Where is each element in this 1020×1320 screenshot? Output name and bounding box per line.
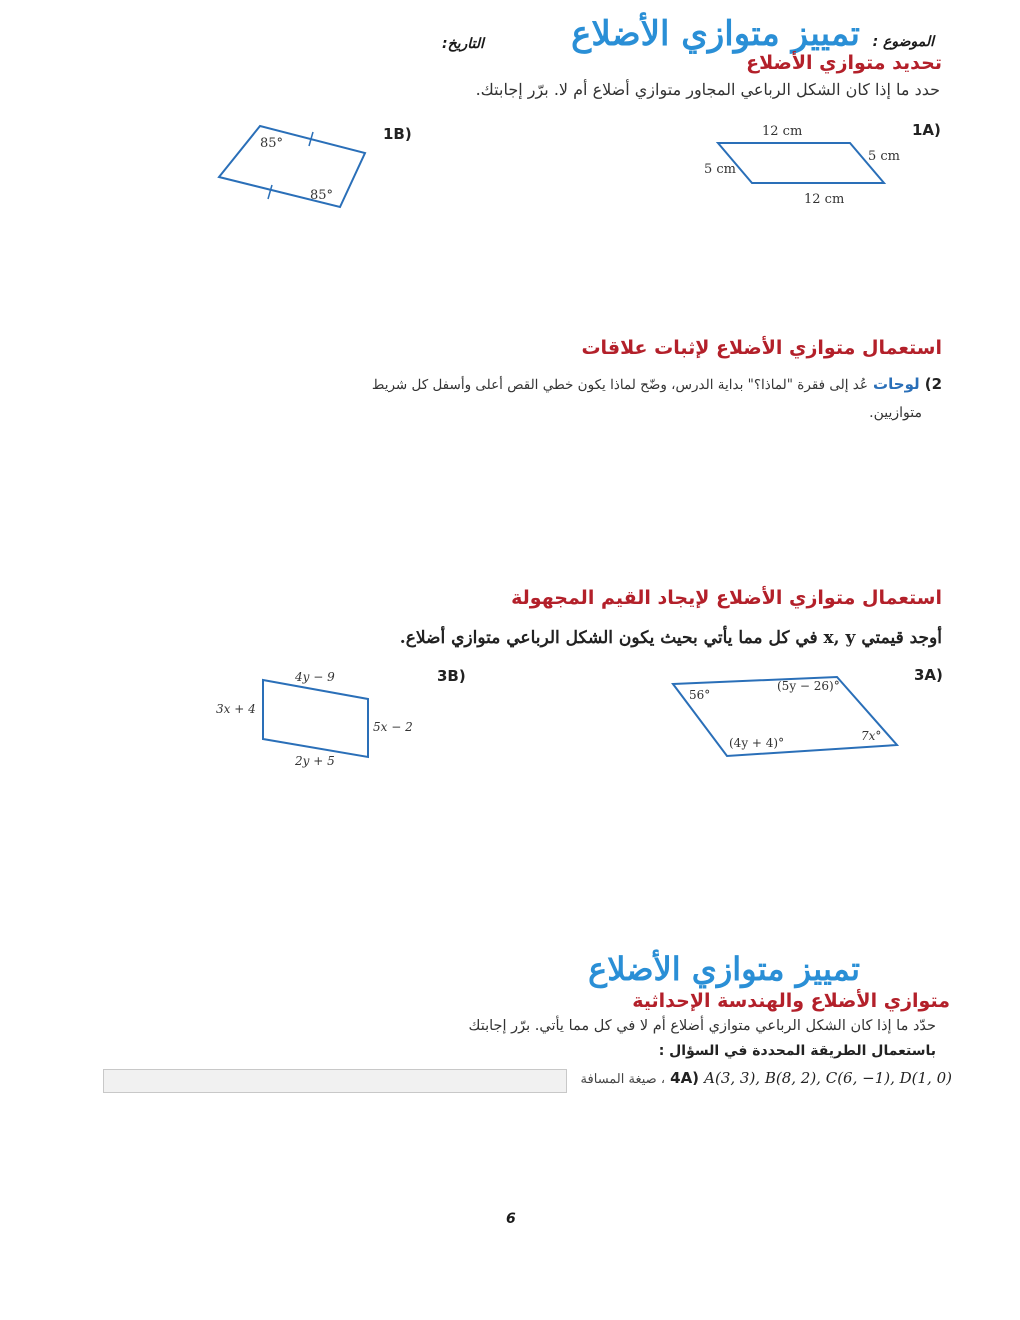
q4a-answer-field[interactable] <box>103 1069 567 1093</box>
q3b-right-label: 5x − 2 <box>373 720 413 734</box>
q1a-label: 1A) <box>912 121 941 139</box>
section2-heading: استعمال متوازي الأضلاع لإثبات علاقات <box>581 337 942 359</box>
q1a-right-label: 5 cm <box>868 149 901 164</box>
q3a-angle-d: 7x° <box>861 729 882 743</box>
q3b-bottom-label: 2y + 5 <box>295 754 335 768</box>
q1b-label: 1B) <box>383 125 412 143</box>
q3b-left-label: 3x + 4 <box>216 702 256 716</box>
q1a-parallelogram-figure <box>690 115 920 215</box>
q3b-quadrilateral-figure <box>205 665 430 775</box>
q3a-angle-b: (5y − 26)° <box>777 679 840 693</box>
section4-title: تمييز متوازي الأضلاع <box>588 950 860 988</box>
date-label: التاريخ: <box>442 36 484 52</box>
q1a-top-label: 12 cm <box>762 124 803 139</box>
section3-heading: استعمال متوازي الأضلاع لإيجاد القيم المجهولة <box>511 587 942 609</box>
q4a-points: A(3, 3), B(8, 2), C(6, −1), D(1, 0) <box>704 1069 952 1087</box>
q2-text-line1: عُد إلى فقرة "لماذا؟" بداية الدرس، وضّح لماذا يكون خطي القص أعلى وأسفل كل شريط <box>371 377 868 393</box>
q1b-angle1-label: 85° <box>260 136 284 151</box>
q1a-bottom-label: 12 cm <box>804 192 845 207</box>
q3b-quadrilateral <box>263 680 368 757</box>
q1b-parallelogram-figure <box>210 115 380 215</box>
section3-instruction: أوجد قيمتي x, y في كل مما يأتي بحيث يكون الشكل الرباعي متوازي أضلاع. <box>399 628 942 648</box>
q2-keyword: لوحات <box>873 375 920 393</box>
section4-instruction: حدّد ما إذا كان الشكل الرباعي متوازي أضلاع أم لا في كل مما يأتي. برّر إجابتك <box>468 1018 936 1034</box>
q4a-method: ، صيغة المسافة <box>580 1072 666 1087</box>
q1a-parallelogram <box>718 143 884 183</box>
section1-instruction: حدد ما إذا كان الشكل الرباعي المجاور متوازي أضلاع أم لا. برّر إجابتك. <box>475 80 940 99</box>
q4a-row <box>581 1068 952 1087</box>
q2-number: 2) <box>924 375 942 393</box>
q3b-top-label: 4y − 9 <box>295 670 335 684</box>
subject-label: الموضوع : <box>872 34 934 50</box>
section4-method: باستعمال الطريقة المحددة في السؤال : <box>658 1043 936 1059</box>
q3a-angle-a: 56° <box>689 688 711 702</box>
q4a-label: 4A) <box>670 1069 700 1087</box>
q3a-parallelogram-figure <box>665 668 910 768</box>
q3a-angle-c: (4y + 4)° <box>729 736 785 750</box>
q1b-tick-bottom <box>268 185 272 199</box>
q2-text-line2: متوازيين. <box>869 405 922 421</box>
page-number: 6 <box>506 1211 516 1227</box>
page-title: تمييز متوازي الأضلاع <box>571 14 860 54</box>
q1b-parallelogram <box>219 126 365 207</box>
q1b-angle2-label: 85° <box>310 188 334 203</box>
q2-line1 <box>262 374 942 393</box>
q3a-label: 3A) <box>914 666 943 684</box>
q3b-label: 3B) <box>437 667 466 685</box>
q1a-left-label: 5 cm <box>704 162 737 177</box>
section1-heading: تحديد متوازي الأضلاع <box>746 52 942 74</box>
section4-heading: متوازي الأضلاع والهندسة الإحداثية <box>632 990 950 1012</box>
